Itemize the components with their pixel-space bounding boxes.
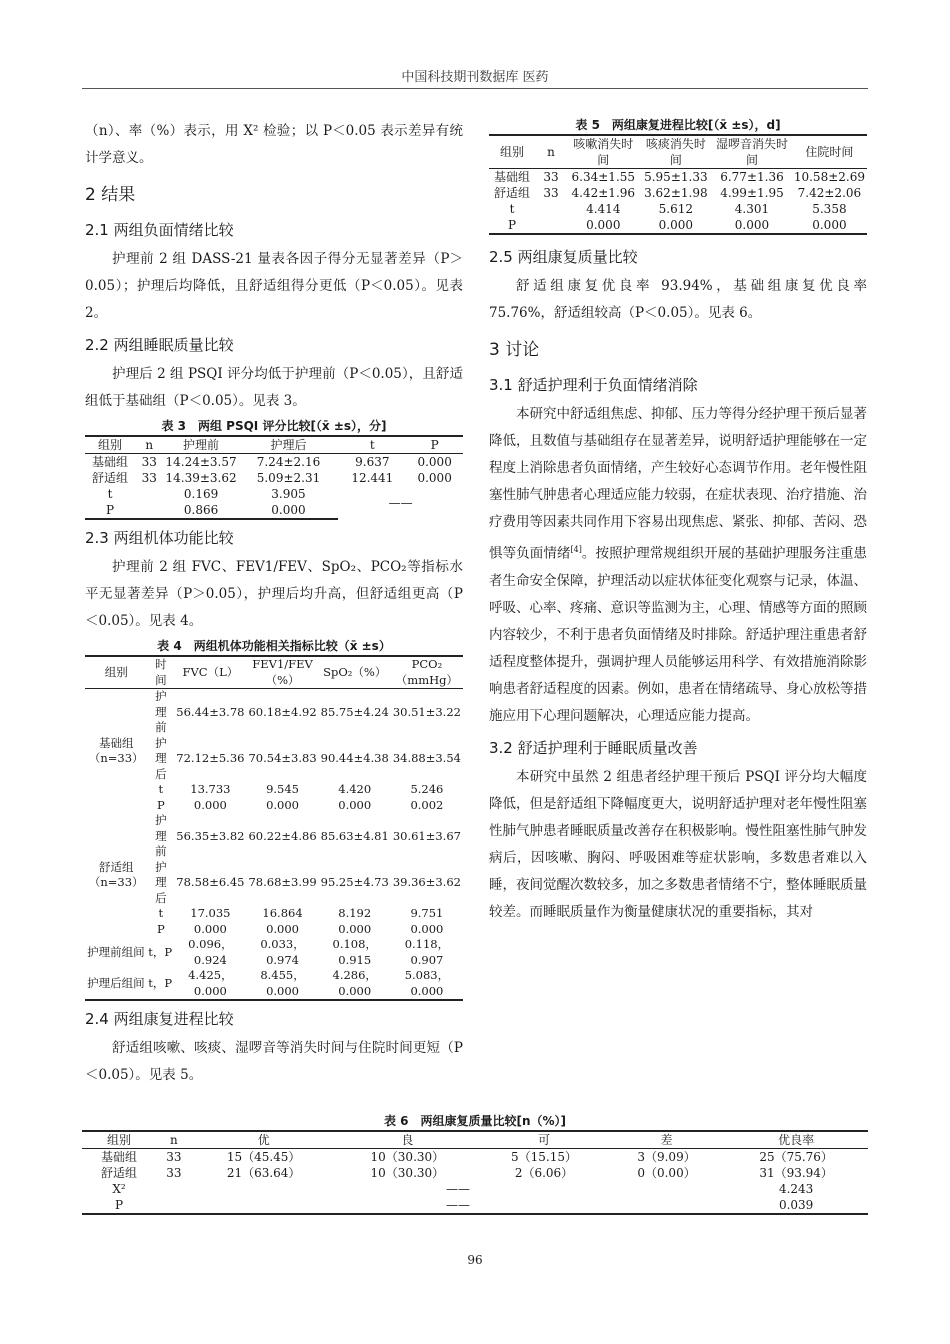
page-number: 96 (467, 1253, 483, 1267)
cell: —— (388, 495, 413, 510)
cell: 0.000 (417, 455, 452, 469)
cell: 33 (166, 1166, 182, 1180)
cell: 33 (543, 170, 559, 184)
cell: 56.35±3.82 (176, 828, 245, 843)
cell: 56.44±3.78 (176, 704, 245, 719)
cell: 0（0.00） (637, 1166, 696, 1180)
cell: 0.000 (266, 921, 300, 936)
left-column (85, 118, 463, 1089)
cell: t (509, 202, 515, 216)
table4 (85, 655, 463, 1001)
table-row (85, 486, 463, 502)
running-header: 中国科技期刊数据库 医药 (401, 70, 549, 85)
cell: 25（75.76） (759, 1150, 833, 1164)
cell: 33 (543, 186, 559, 200)
cell: t (158, 782, 164, 796)
t5-h: 咳痰消失时间 (640, 135, 713, 169)
cell: 13.733 (190, 782, 231, 796)
t3-h: n (135, 436, 163, 454)
table-row (489, 201, 867, 217)
cell: 8.455，0.000 (246, 968, 318, 1000)
cell: 0.108，0.915 (332, 937, 377, 967)
cell: 舒适组 (91, 471, 128, 485)
paragraph-2-2: 护理后 2 组 PSQI 评分均低于护理前（P＜0.05），且舒适组低于基础组（P＜0.05）。见表 3。 (85, 366, 463, 409)
cell: 护理前 (155, 813, 167, 858)
cell: 0.002 (410, 797, 444, 812)
cell: 0.000 (567, 217, 640, 234)
cell: 7.42±2.06 (797, 186, 862, 200)
cell: 33 (141, 471, 157, 485)
heading-2-1: 2.1 两组负面情绪比较 (85, 221, 234, 239)
t5-h: n (535, 135, 567, 169)
cell: 33 (141, 455, 157, 469)
heading-2-2: 2.2 两组睡眠质量比较 (85, 336, 234, 354)
heading-2-3: 2.3 两组机体功能比较 (85, 529, 234, 547)
table4-caption: 表 4 两组机体功能相关指标比较（x̄ ±s） (157, 639, 391, 653)
paragraph-3-2: 本研究中虽然 2 组患者经护理干预后 PSQI 评分均大幅度降低，但是舒适组下降幅度更大，说明舒适护理对老年慢性阻塞性肺气肿患者睡眠质量改善存在积极影响。慢性阻塞性肺气肿发病后，因咳嗽、胸闷、呼吸困难等症状影响，多数患者难以入睡，夜间觉醒次数较多，加之多数患者情绪不宁，整体睡眠质量较差。而睡眠质量作为衡量健康状况的重要指标，其对 (489, 768, 867, 920)
cell: 5.95±1.33 (644, 170, 708, 184)
citation-ref: [4] (570, 545, 582, 554)
cell: 10（30.30） (370, 1166, 445, 1180)
cell: 基础组 (101, 1150, 138, 1164)
t4-h: PCO₂（mmHg） (391, 656, 463, 689)
t6-h: n (156, 1131, 192, 1149)
table6-block (82, 1110, 868, 1215)
cell: P (85, 502, 135, 519)
cell: P (156, 921, 165, 936)
table-row (85, 968, 463, 1000)
cell: 0.096，0.924 (188, 937, 233, 967)
cell: 31（93.94） (759, 1166, 833, 1180)
table5-caption: 表 5 两组康复进程比较[（x̄ ±s），d] (575, 118, 781, 132)
cell: P (156, 797, 165, 812)
cell: 4.420 (338, 782, 372, 796)
table-row (82, 1181, 868, 1197)
cell: 0.866 (163, 502, 238, 519)
cell: 14.39±3.62 (165, 471, 237, 485)
cell: 6.34±1.55 (571, 170, 636, 184)
cell: 30.51±3.22 (392, 704, 461, 719)
table3 (85, 435, 463, 520)
t5-h: 住院时间 (792, 135, 867, 169)
cell: 0.169 (183, 487, 219, 501)
cell: 基础组 (91, 455, 128, 469)
cell: 0.000 (338, 797, 372, 812)
table-row (489, 217, 867, 234)
cell: 0.000 (266, 797, 300, 812)
cell: 2（6.06） (514, 1166, 574, 1180)
section-discussion-heading: 3 讨论 (489, 340, 540, 360)
t6-h: 优 (192, 1131, 336, 1149)
cell: 60.18±4.92 (248, 704, 317, 719)
cell: 舒适组 (101, 1166, 138, 1180)
table-row (85, 470, 463, 486)
cell: 10（30.30） (370, 1150, 445, 1164)
cell: 0.039 (724, 1197, 868, 1214)
cell: 34.88±3.54 (392, 751, 461, 765)
cell: 9.637 (355, 455, 390, 469)
cell: 9.751 (410, 906, 444, 920)
t4-h: SpO₂（%） (319, 656, 391, 689)
cell: 70.54±3.83 (248, 751, 317, 765)
cell: 护理后 (155, 735, 167, 781)
table-row (82, 1165, 868, 1181)
cell: 17.035 (190, 906, 231, 920)
t3-h: P (406, 436, 463, 454)
cell: 4.301 (734, 202, 770, 216)
cell: 0.033，0.974 (260, 937, 305, 967)
cell: 4.243 (778, 1182, 814, 1196)
cell: 3.905 (271, 487, 306, 501)
cell: 5（15.15） (511, 1150, 577, 1164)
cell: 78.58±6.45 (176, 875, 245, 889)
section-results-heading: 2 结果 (85, 185, 136, 205)
cell: 0.118，0.907 (404, 937, 450, 967)
t4-h: 时间 (147, 656, 174, 689)
cell: X² (112, 1182, 126, 1196)
cell: 16.864 (262, 906, 303, 920)
cell: 4.99±1.95 (720, 186, 784, 200)
t5-h: 组别 (489, 135, 535, 169)
cell: 5.612 (658, 202, 694, 216)
cell: 4.42±1.96 (571, 186, 636, 200)
table-row (85, 689, 463, 736)
cell: 8.192 (338, 906, 372, 920)
paragraph-3-1-part-b: 。按照护理常规组织开展的基础护理服务注重患者生命安全保障，护理活动以症状体征变化观察与记录，体温、呼吸、心率、疼痛、意识等监测为主，心理、情感等方面的照顾内容较少，不利于患者负面情绪及时排除。舒适护理注重患者舒适程度整体提升，强调护理人员能够运用科学、有效措施消除影响患者舒适程度的因素。例如，患者在情绪疏导、身心放松等措施应用下心理问题解决，心理适应能力提高。 (489, 545, 868, 724)
table-row (85, 454, 463, 471)
t3-h: 护理后 (239, 436, 339, 454)
methods-tail: （n）、率（%）表示，用 X² 检验；以 P＜0.05 表示差异有统计学意义。 (85, 123, 463, 166)
table-row (82, 1149, 868, 1166)
cell: 护理前组间 t，P (87, 944, 173, 959)
cell: 0.000 (712, 217, 792, 234)
cell: t (107, 487, 113, 501)
heading-2-5: 2.5 两组康复质量比较 (489, 248, 638, 266)
cell: 5.09±2.31 (256, 471, 321, 485)
cell: P (82, 1197, 156, 1214)
cell: 舒适组 (493, 186, 530, 200)
cell: 39.36±3.62 (392, 875, 461, 889)
cell: 10.58±2.69 (793, 170, 865, 184)
cell: 6.77±1.36 (720, 170, 784, 184)
cell: 0.000 (417, 471, 452, 485)
table-row (82, 1197, 868, 1214)
t4-h: FVC（L） (174, 656, 246, 689)
paragraph-2-4: 舒适组咳嗽、咳痰、湿啰音等消失时间与住院时间更短（P＜0.05）。见表 5。 (85, 1040, 463, 1083)
cell: 4.286，0.000 (319, 968, 391, 1000)
cell: 7.24±2.16 (256, 455, 321, 469)
cell: 0.000 (239, 502, 339, 519)
table-row (489, 185, 867, 201)
cell: 21（63.64） (226, 1166, 301, 1180)
cell: 5.083，0.000 (391, 968, 463, 1000)
table-row (85, 813, 463, 860)
right-column (489, 116, 867, 926)
paragraph-3-1-part-a: 本研究中舒适组焦虑、抑郁、压力等得分经护理干预后显著降低，且数值与基础组存在显著差异，说明舒适护理能够在一定程度上消除患者负面情绪，产生较好心态调节作用。老年慢性阻塞性肺气肿患者心理适应能力较弱，在症状表现、治疗措施、治疗费用等因素共同作用下容易出现焦虑、紧张、抑郁、苦闷、恐惧等负面情绪 (489, 406, 867, 562)
cell: 12.441 (351, 471, 394, 485)
cell: 15（45.45） (226, 1150, 301, 1164)
cell: 护理后组间 t，P (85, 968, 174, 1000)
cell: 30.61±3.67 (392, 828, 461, 843)
cell: 90.44±4.38 (320, 751, 389, 765)
cell: 0.000 (640, 217, 713, 234)
cell: 0.000 (193, 797, 227, 812)
cell: 0.000 (193, 921, 227, 936)
cell: 4.414 (586, 202, 621, 216)
group-cell: 舒适组（n=33） (88, 859, 144, 889)
cell: t (158, 906, 164, 920)
cell: 护理前 (155, 689, 167, 734)
cell: —— (446, 1182, 470, 1196)
t3-h: t (338, 436, 406, 454)
cell: 95.25±4.73 (320, 875, 389, 889)
t5-h: 湿啰音消失时间 (712, 135, 792, 169)
paragraph-3-1 (489, 401, 867, 730)
cell: 5.358 (812, 202, 847, 216)
t5-h: 咳嗽消失时间 (567, 135, 640, 169)
group-cell: 基础组（n=33） (88, 735, 144, 765)
table6-caption: 表 6 两组康复质量比较[n（%）] (383, 1114, 567, 1128)
t6-h: 良 (335, 1131, 479, 1149)
table-row (85, 937, 463, 968)
t4-h: 组别 (85, 656, 147, 689)
cell: 33 (166, 1150, 182, 1164)
table6 (82, 1130, 868, 1215)
table5 (489, 134, 867, 235)
cell: 0.000 (338, 921, 372, 936)
cell: 9.545 (266, 782, 300, 796)
cell: 3（9.09） (637, 1150, 696, 1164)
t4-h: FEV1/FEV（%） (246, 656, 318, 689)
cell: 85.63±4.81 (320, 828, 389, 843)
table3-caption: 表 3 两组 PSQI 评分比较[（x̄ ±s），分] (161, 419, 387, 433)
cell: 60.22±4.86 (248, 828, 317, 843)
paragraph-2-5: 舒适组康复优良率 93.94%，基础组康复优良率 75.76%，舒适组较高（P＜0.05）。见表 6。 (489, 278, 867, 321)
cell: 基础组 (493, 170, 530, 184)
paragraph-2-1: 护理前 2 组 DASS-21 量表各因子得分无显著差异（P＞0.05）；护理后均降低，且舒适组得分更低（P＜0.05）。见表 2。 (85, 251, 463, 321)
cell: 14.24±3.57 (165, 455, 237, 469)
cell: —— (192, 1197, 724, 1214)
t6-h: 差 (609, 1131, 724, 1149)
cell: 护理后 (155, 859, 167, 905)
heading-2-4: 2.4 两组康复进程比较 (85, 1010, 234, 1028)
table-row (489, 169, 867, 186)
cell: 4.425，0.000 (174, 968, 246, 1000)
cell: P (489, 217, 535, 234)
heading-3-2: 3.2 舒适护理利于睡眠质量改善 (489, 738, 698, 757)
t3-h: 护理前 (163, 436, 238, 454)
cell: 3.62±1.98 (644, 186, 708, 200)
heading-3-1: 3.1 舒适护理利于负面情绪消除 (489, 376, 698, 394)
t3-h: 组别 (85, 436, 135, 454)
paragraph-2-3: 护理前 2 组 FVC、FEV1/FEV、SpO₂、PCO₂等指标水平无显著差异（P＞0.05），护理后均升高，但舒适组更高（P＜0.05）。见表 4。 (85, 559, 463, 629)
cell: 0.000 (410, 921, 444, 936)
t6-h: 优良率 (724, 1131, 868, 1149)
cell: 85.75±4.24 (320, 704, 389, 719)
t6-h: 可 (479, 1131, 609, 1149)
cell: 78.68±3.99 (248, 875, 317, 889)
t6-h: 组别 (82, 1131, 156, 1149)
cell: 72.12±5.36 (176, 751, 245, 765)
cell: 0.000 (792, 217, 867, 234)
cell: 5.246 (410, 782, 444, 796)
header-rule (82, 88, 868, 89)
